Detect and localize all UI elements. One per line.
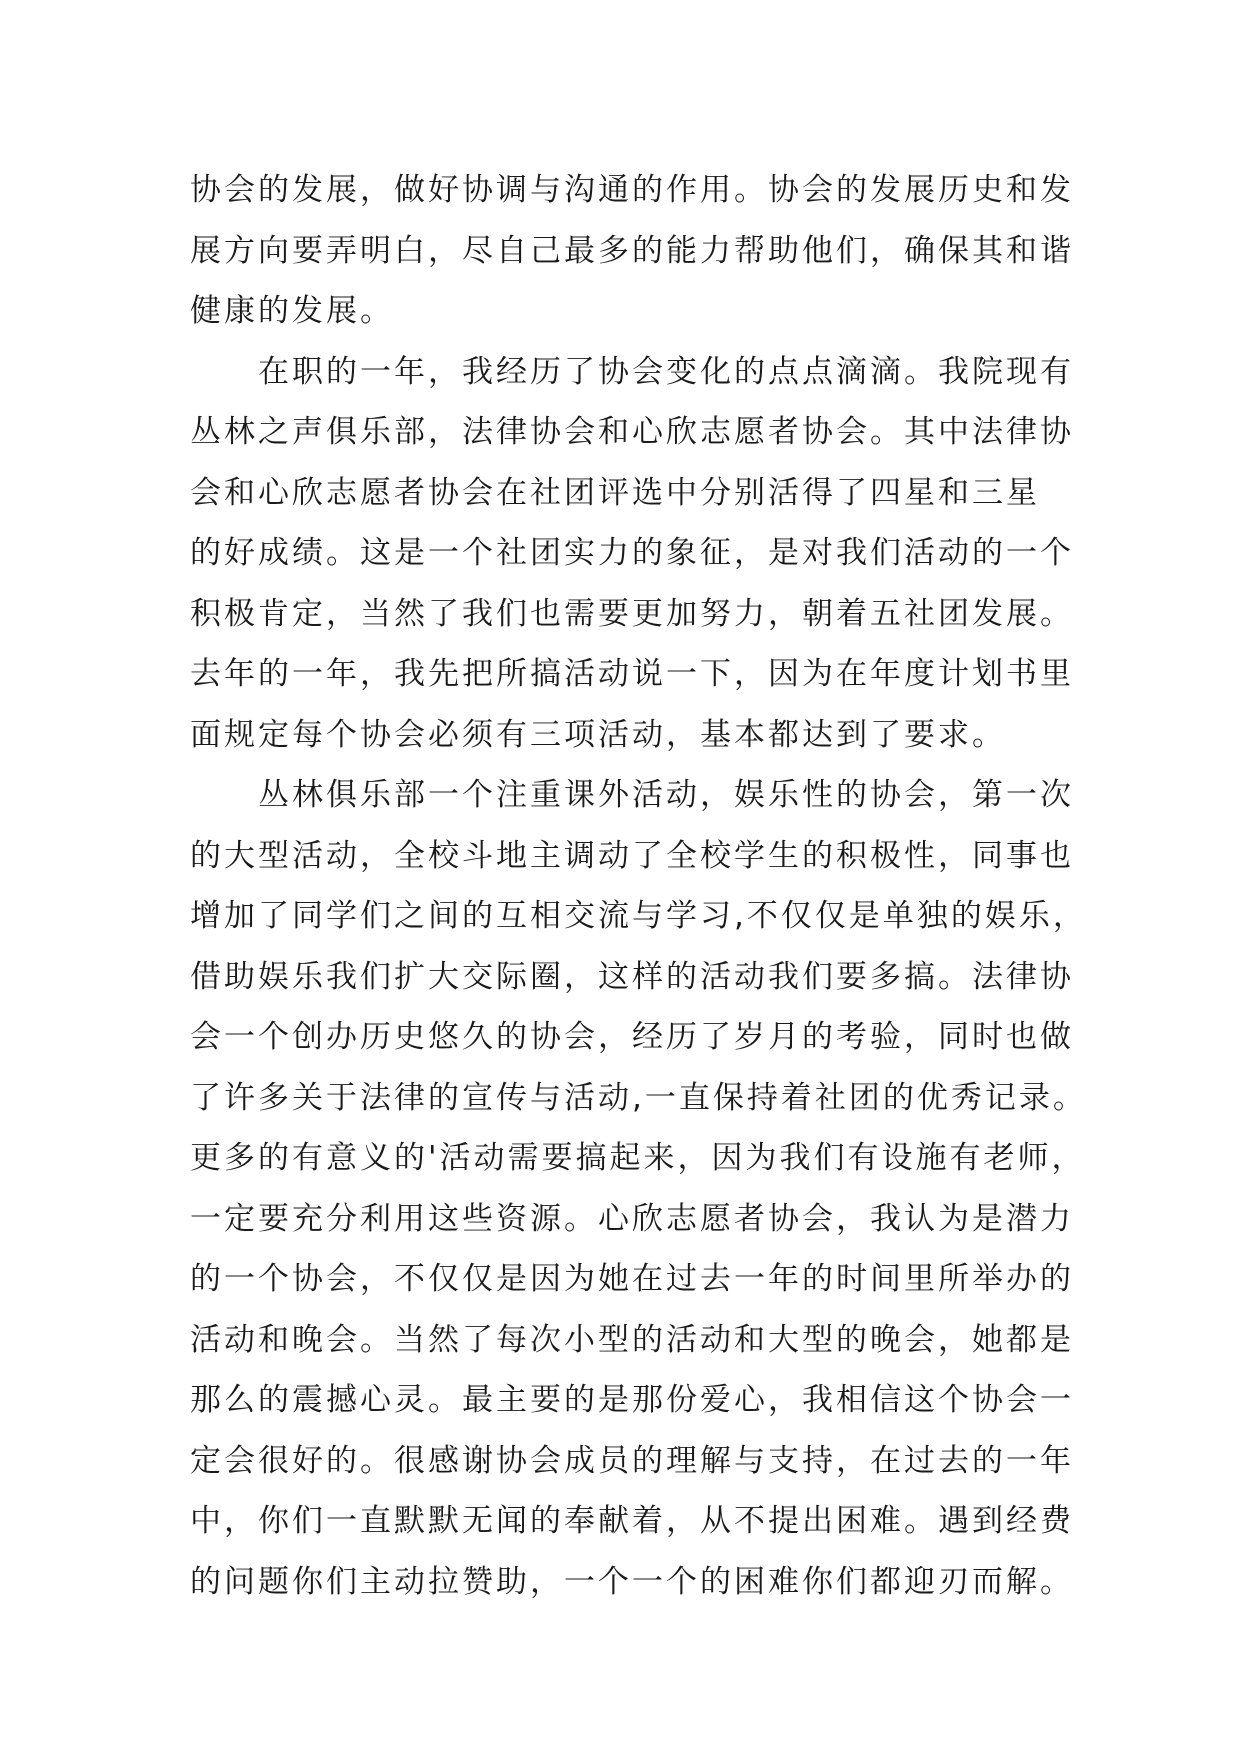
text-line: 协会的发展，做好协调与沟通的作用。协会的发展历史和发 xyxy=(190,172,1074,208)
text-line: 一定要充分利用这些资源。心欣志愿者协会，我认为是潜力 xyxy=(190,1200,1074,1237)
paragraph-start-line: 丛林俱乐部一个注重课外活动，娱乐性的协会，第一次 xyxy=(258,777,1074,813)
text-line: 定会很好的。很感谢协会成员的理解与支持，在过去的一年 xyxy=(190,1442,1074,1479)
text-line: 增加了同学们之间的互相交流与学习,不仅仅是单独的娱乐， xyxy=(190,898,1087,934)
text-line: 会一个创办历史悠久的协会，经历了岁月的考验，同时也做 xyxy=(190,1019,1074,1055)
text-line: 的问题你们主动拉赞助，一个一个的困难你们都迎刃而解。 xyxy=(190,1563,1074,1600)
text-line: 中，你们一直默默无闻的奉献着，从不提出困难。遇到经费 xyxy=(190,1503,1074,1539)
text-line: 的好成绩。这是一个社团实力的象征，是对我们活动的一个 xyxy=(190,535,1074,571)
text-line: 展方向要弄明白，尽自己最多的能力帮助他们，确保其和谐 xyxy=(190,232,1074,269)
text-line: 面规定每个协会必须有三项活动，基本都达到了要求。 xyxy=(190,716,1006,753)
text-line: 丛林之声俱乐部，法律协会和心欣志愿者协会。其中法律协 xyxy=(190,414,1074,450)
document-body xyxy=(190,160,1087,1612)
text-line: 那么的震撼心灵。最主要的是那份爱心，我相信这个协会一 xyxy=(190,1382,1074,1418)
text-line: 会和心欣志愿者协会在社团评选中分别活得了四星和三星 xyxy=(190,474,1040,511)
text-line: 积极肯定，当然了我们也需要更加努力，朝着五社团发展。 xyxy=(190,595,1074,632)
text-line: 健康的发展。 xyxy=(190,293,394,329)
text-line: 去年的一年，我先把所搞活动说一下，因为在年度计划书里 xyxy=(190,656,1074,692)
text-line: 了许多关于法律的宣传与活动,一直保持着社团的优秀记录。 xyxy=(190,1079,1087,1116)
text-line: 借助娱乐我们扩大交际圈，这样的活动我们要多搞。法律协 xyxy=(190,958,1074,995)
text-line: 活动和晚会。当然了每次小型的活动和大型的晚会，她都是 xyxy=(190,1321,1074,1358)
text-line: 的大型活动，全校斗地主调动了全校学生的积极性，同事也 xyxy=(190,837,1074,874)
paragraph-start-line: 在职的一年，我经历了协会变化的点点滴滴。我院现有 xyxy=(258,353,1074,390)
text-line: 的一个协会，不仅仅是因为她在过去一年的时间里所举办的 xyxy=(190,1261,1074,1297)
text-line: 更多的有意义的'活动需要搞起来，因为我们有设施有老师， xyxy=(190,1140,1086,1176)
